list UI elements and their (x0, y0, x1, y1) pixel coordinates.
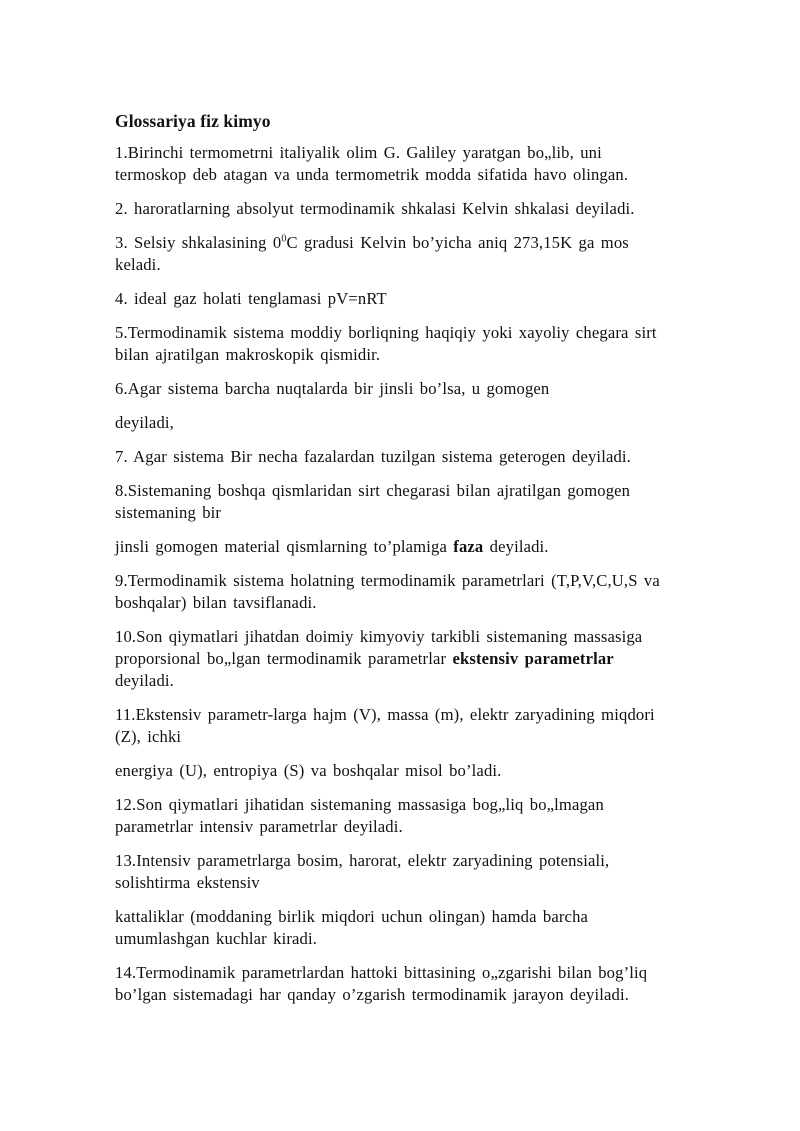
item-3-text-post: C gradusi Kelvin bo’yicha aniq 273,15K ga mos (286, 233, 629, 252)
glossary-item-6b (115, 412, 745, 434)
document-title: Glossariya fiz kimyo (115, 111, 271, 131)
item-6-line-1: 6.Agar sistema barcha nuqtalarda bir jinsli bo’lsa, u gomogen (115, 379, 550, 398)
glossary-item-8b (115, 536, 745, 558)
item-13-line-1: 13.Intensiv parametrlarga bosim, harorat, elektr zaryadining potensiali, (115, 851, 610, 870)
glossary-item-9 (115, 570, 745, 614)
glossary-item-5 (115, 322, 745, 366)
item-9-line-1: 9.Termodinamik sistema holatning termodinamik parametrlari (T,P,V,C,U,S va (115, 571, 660, 590)
glossary-item-11a (115, 704, 745, 748)
glossary-item-4 (115, 288, 745, 310)
item-10-line-3: deyiladi. (115, 671, 174, 690)
item-10-text-pre: proporsional bo„lgan termodinamik parametrlar (115, 649, 453, 668)
item-13-line-4: umumlashgan kuchlar kiradi. (115, 929, 318, 948)
item-3-line-2: keladi. (115, 255, 161, 274)
item-4-line-1: 4. ideal gaz holati tenglamasi pV=nRT (115, 289, 387, 308)
item-10-line-2 (115, 648, 745, 670)
item-10-line-1: 10.Son qiymatlari jihatdan doimiy kimyoviy tarkibli sistemaning massasiga (115, 627, 643, 646)
item-1-line-2: termoskop deb atagan va unda termometrik modda sifatida havo olingan. (115, 165, 629, 184)
item-8-line-3 (115, 536, 745, 558)
item-14-line-1: 14.Termodinamik parametrlardan hattoki bittasining o„zgarishi bilan bog’liq (115, 963, 648, 982)
glossary-item-3 (115, 232, 745, 276)
item-1-line-1: 1.Birinchi termometrni italiyalik olim G. Galiley yaratgan bo„lib, uni (115, 143, 602, 162)
item-5-line-1: 5.Termodinamik sistema moddiy borliqning haqiqiy yoki xayoliy chegara sirt (115, 323, 657, 342)
item-12-line-1: 12.Son qiymatlari jihatidan sistemaning massasiga bog„liq bo„lmagan (115, 795, 604, 814)
item-8-line-1: 8.Sistemaning boshqa qismlaridan sirt chegarasi bilan ajratilgan gomogen (115, 481, 631, 500)
glossary-item-10 (115, 626, 745, 692)
item-11-line-1: 11.Ekstensiv parametr-larga hajm (V), massa (m), elektr zaryadining miqdori (115, 705, 655, 724)
item-2-line-1: 2. haroratlarning absolyut termodinamik shkalasi Kelvin shkalasi deyiladi. (115, 199, 635, 218)
glossary-item-14 (115, 962, 745, 1006)
item-9-line-2: boshqalar) bilan tavsiflanadi. (115, 593, 317, 612)
item-13-line-2: solishtirma ekstensiv (115, 873, 260, 892)
item-8-text-pre: jinsli gomogen material qismlarning to’plamiga (115, 537, 454, 556)
glossary-item-1 (115, 142, 745, 186)
glossary-item-7 (115, 446, 745, 468)
document-page (115, 110, 745, 1018)
item-13-line-3: kattaliklar (moddaning birlik miqdori uchun olingan) hamda barcha (115, 907, 589, 926)
glossary-item-6a (115, 378, 745, 400)
glossary-item-13a (115, 850, 745, 894)
item-11-line-3: energiya (U), entropiya (S) va boshqalar misol bo’ladi. (115, 761, 502, 780)
term-ekstensiv-parametrlar: ekstensiv parametrlar (452, 649, 614, 668)
glossary-item-13b (115, 906, 745, 950)
item-5-line-2: bilan ajratilgan makroskopik qismidir. (115, 345, 381, 364)
item-8-text-post: deyiladi. (483, 537, 549, 556)
item-3-text-pre: 3. Selsiy shkalasining 0 (115, 233, 282, 252)
degree-superscript: 0 (281, 233, 287, 245)
glossary-item-11b (115, 760, 745, 782)
item-14-line-2: bo’lgan sistemadagi har qanday o’zgarish termodinamik jarayon deyiladi. (115, 985, 630, 1004)
item-3-line-1 (115, 232, 745, 254)
item-12-line-2: parametrlar intensiv parametrlar deyiladi. (115, 817, 403, 836)
glossary-item-12 (115, 794, 745, 838)
item-7-line-1: 7. Agar sistema Bir necha fazalardan tuzilgan sistema geterogen deyiladi. (115, 447, 631, 466)
item-8-line-2: sistemaning bir (115, 503, 222, 522)
glossary-item-2 (115, 198, 745, 220)
item-6-line-2: deyiladi, (115, 413, 174, 432)
glossary-item-8a (115, 480, 745, 524)
item-11-line-2: (Z), ichki (115, 727, 182, 746)
term-faza: faza (453, 537, 484, 556)
